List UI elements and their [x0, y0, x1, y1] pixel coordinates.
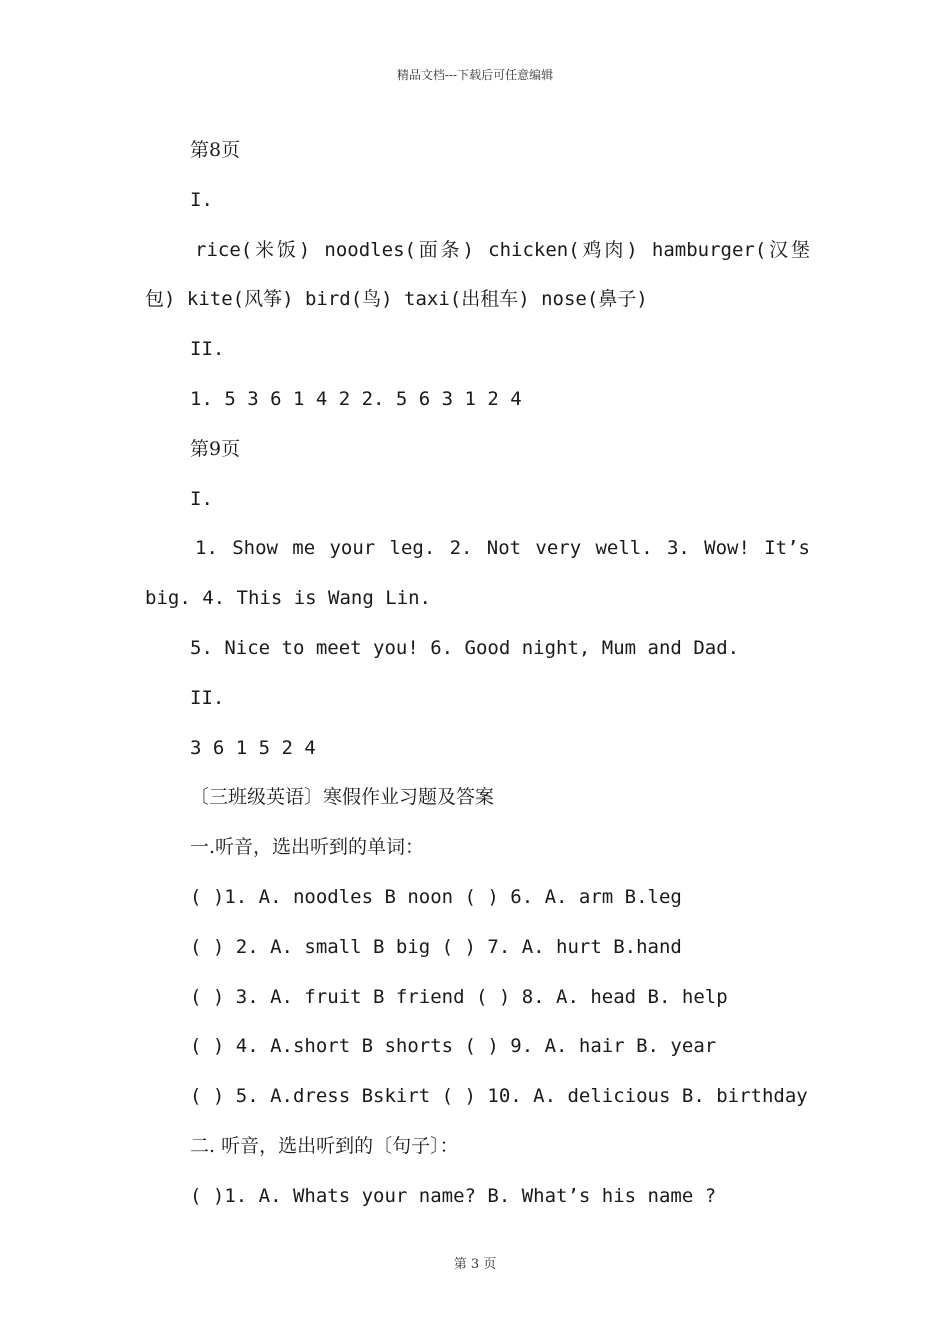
- section-i-label: I.: [190, 188, 213, 211]
- section-i-label-2: I.: [190, 487, 213, 510]
- section-ii-label: II.: [190, 338, 225, 361]
- document-body: [145, 133, 810, 1229]
- page-footer: 第 3 页: [453, 1257, 497, 1272]
- part-one-instruction: 一.听音，选出听到的单词：: [190, 836, 425, 859]
- question-row-5: ( ) 5. A.dress Bskirt ( ) 10. A. delicious B. birthday: [190, 1085, 808, 1108]
- section-ii-label-2: II.: [190, 686, 225, 709]
- sentence-answers-line-1: 1. Show me your leg. 2. Not very well. 3. Wow! It’s: [195, 537, 810, 560]
- sentence-answers-line-3: 5. Nice to meet you! 6. Good night, Mum and Dad.: [190, 636, 740, 659]
- page-header: 精品文档---下载后可任意编辑: [396, 68, 554, 82]
- question-row-4: ( ) 4. A.short B shorts ( ) 9. A. hair B. year: [190, 1035, 717, 1058]
- page-8-heading: 第8页: [190, 139, 241, 161]
- answer-sequence-line: 1. 5 3 6 1 4 2 2. 5 6 3 1 2 4: [190, 387, 522, 410]
- order-answer-line: 3 6 1 5 2 4: [190, 736, 316, 759]
- worksheet-title: 〔三班级英语〕寒假作业习题及答案: [190, 786, 495, 809]
- question-row-3: ( ) 3. A. fruit B friend ( ) 8. A. head B. help: [190, 985, 728, 1008]
- sentence-question-row-1: ( )1. A. Whats your name? B. What’s his name ?: [190, 1184, 717, 1207]
- vocabulary-line-1: rice(米饭) noodles(面条) chicken(鸡肉) hamburger(汉堡: [195, 238, 810, 261]
- question-row-1: ( )1. A. noodles B noon ( ) 6. A. arm B.leg: [190, 885, 682, 908]
- page-9-heading: 第9页: [190, 437, 241, 460]
- question-row-2: ( ) 2. A. small B big ( ) 7. A. hurt B.hand: [190, 935, 682, 958]
- vocabulary-line-2: 包) kite(风筝) bird(鸟) taxi(出租车) nose(鼻子): [145, 288, 648, 311]
- part-two-instruction: 二. 听音，选出听到的〔句子〕：: [190, 1134, 459, 1157]
- sentence-answers-line-2: big. 4. This is Wang Lin.: [145, 587, 431, 610]
